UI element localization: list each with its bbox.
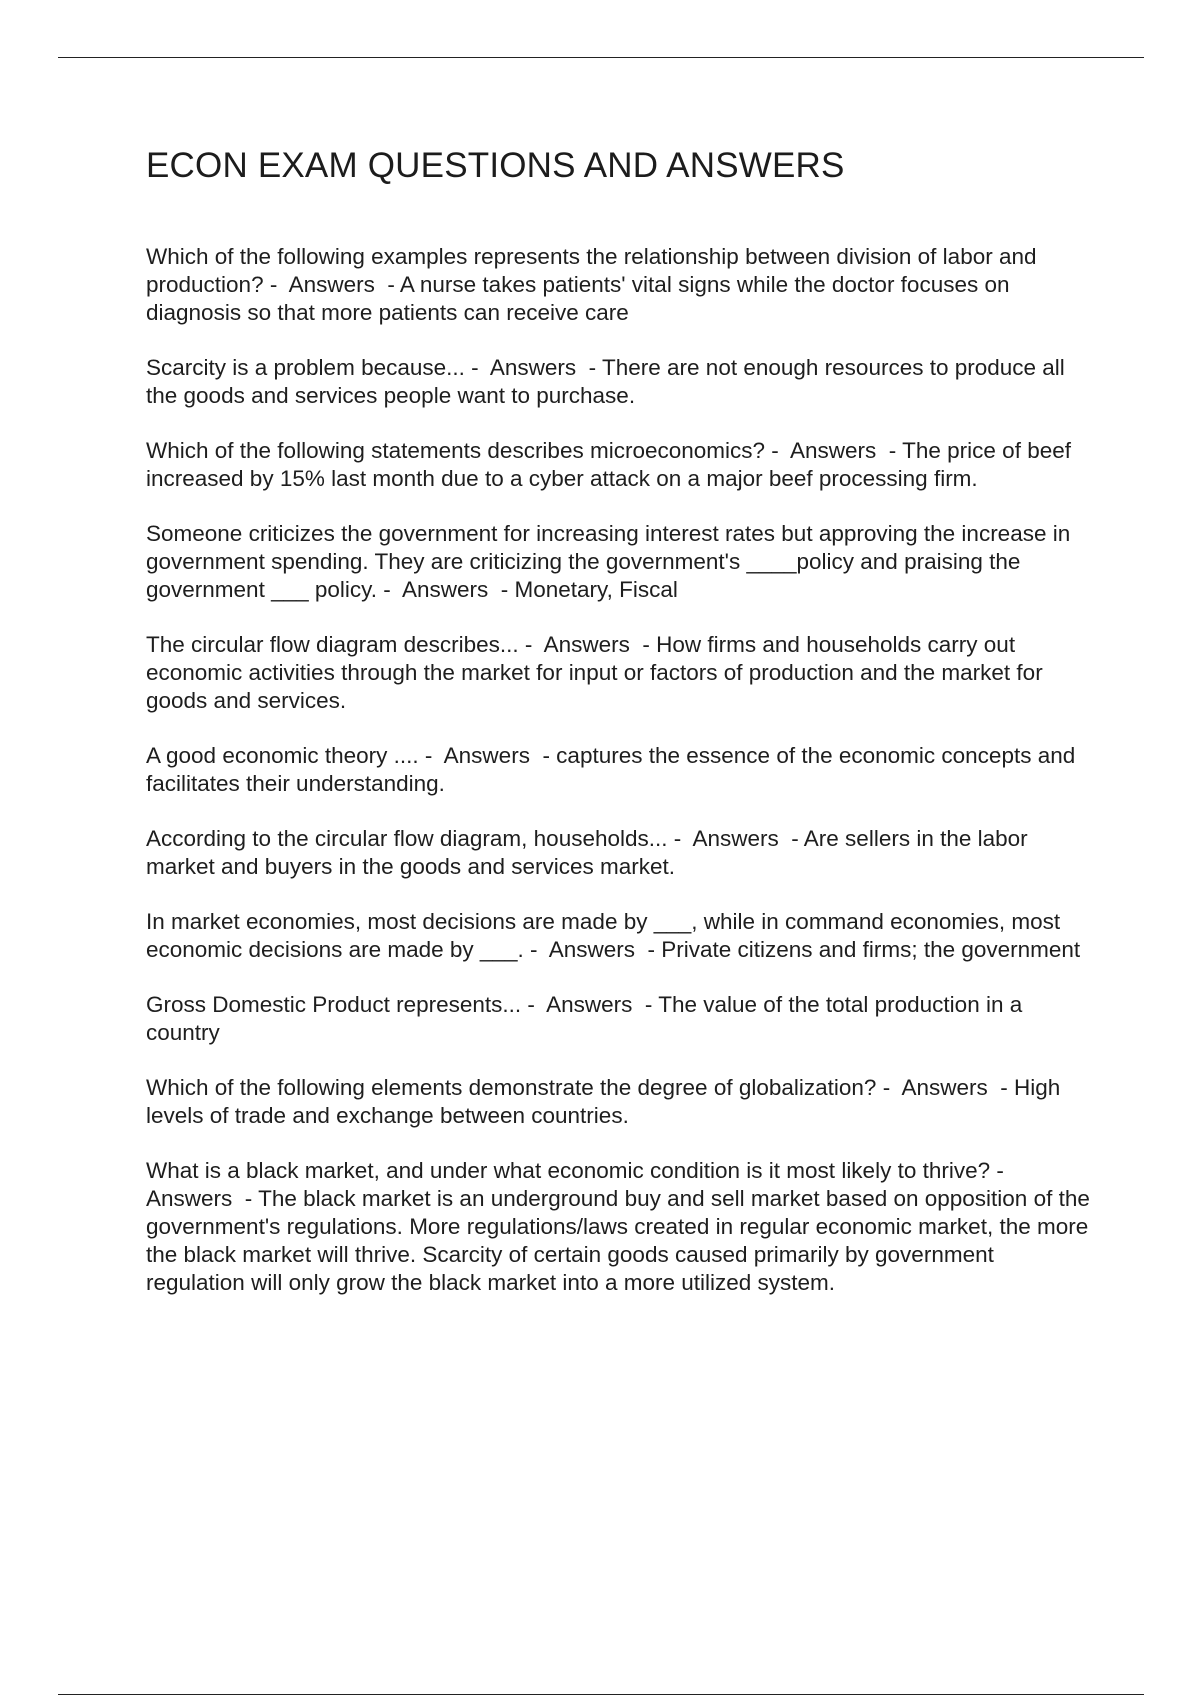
qa-item: The circular flow diagram describes... - Answers - How firms and households carry out economic activities through the market for input or factors of production and the market for goods and services. (146, 632, 1049, 713)
document-body (146, 140, 1096, 1324)
qa-item: Someone criticizes the government for increasing interest rates but approving the increase in government spending. They are criticizing the government's ____policy and praising the government ___ policy. - Answers - Monetary, Fiscal (146, 521, 1077, 602)
qa-item: Gross Domestic Product represents... - Answers - The value of the total production in a country (146, 992, 1029, 1045)
qa-item: Scarcity is a problem because... - Answers - There are not enough resources to produce all the goods and services people want to purchase. (146, 355, 1072, 408)
page-title: ECON EXAM QUESTIONS AND ANSWERS (146, 146, 845, 185)
qa-item: Which of the following elements demonstrate the degree of globalization? - Answers - High levels of trade and exchange between countries. (146, 1075, 1067, 1128)
qa-item: Which of the following examples represents the relationship between division of labor and production? - Answers - A nurse takes patients' vital signs while the doctor focuses on diagnosis so that more patients can receive care (146, 244, 1043, 325)
qa-list (146, 243, 1096, 1297)
footer-rule (58, 1694, 1144, 1695)
qa-item: A good economic theory .... - Answers - captures the essence of the economic concepts and facilitates their understanding. (146, 743, 1082, 796)
qa-item: In market economies, most decisions are made by ___, while in command economies, most economic decisions are made by ___. - Answers - Private citizens and firms; the government (146, 909, 1081, 962)
header-rule (58, 57, 1144, 58)
qa-item: What is a black market, and under what economic condition is it most likely to thrive? - Answers - The black market is an underground buy and sell market based on opposition of the government's regulations. More regulations/laws created in regular economic market, the more the black market will thrive. Scarcity of certain goods caused primarily by government regulation will only grow the black market into a more utilized system. (146, 1158, 1097, 1295)
qa-item: Which of the following statements describes microeconomics? - Answers - The price of beef increased by 15% last month due to a cyber attack on a major beef processing firm. (146, 438, 1078, 491)
qa-item: According to the circular flow diagram, households... - Answers - Are sellers in the labor market and buyers in the goods and services market. (146, 826, 1034, 879)
